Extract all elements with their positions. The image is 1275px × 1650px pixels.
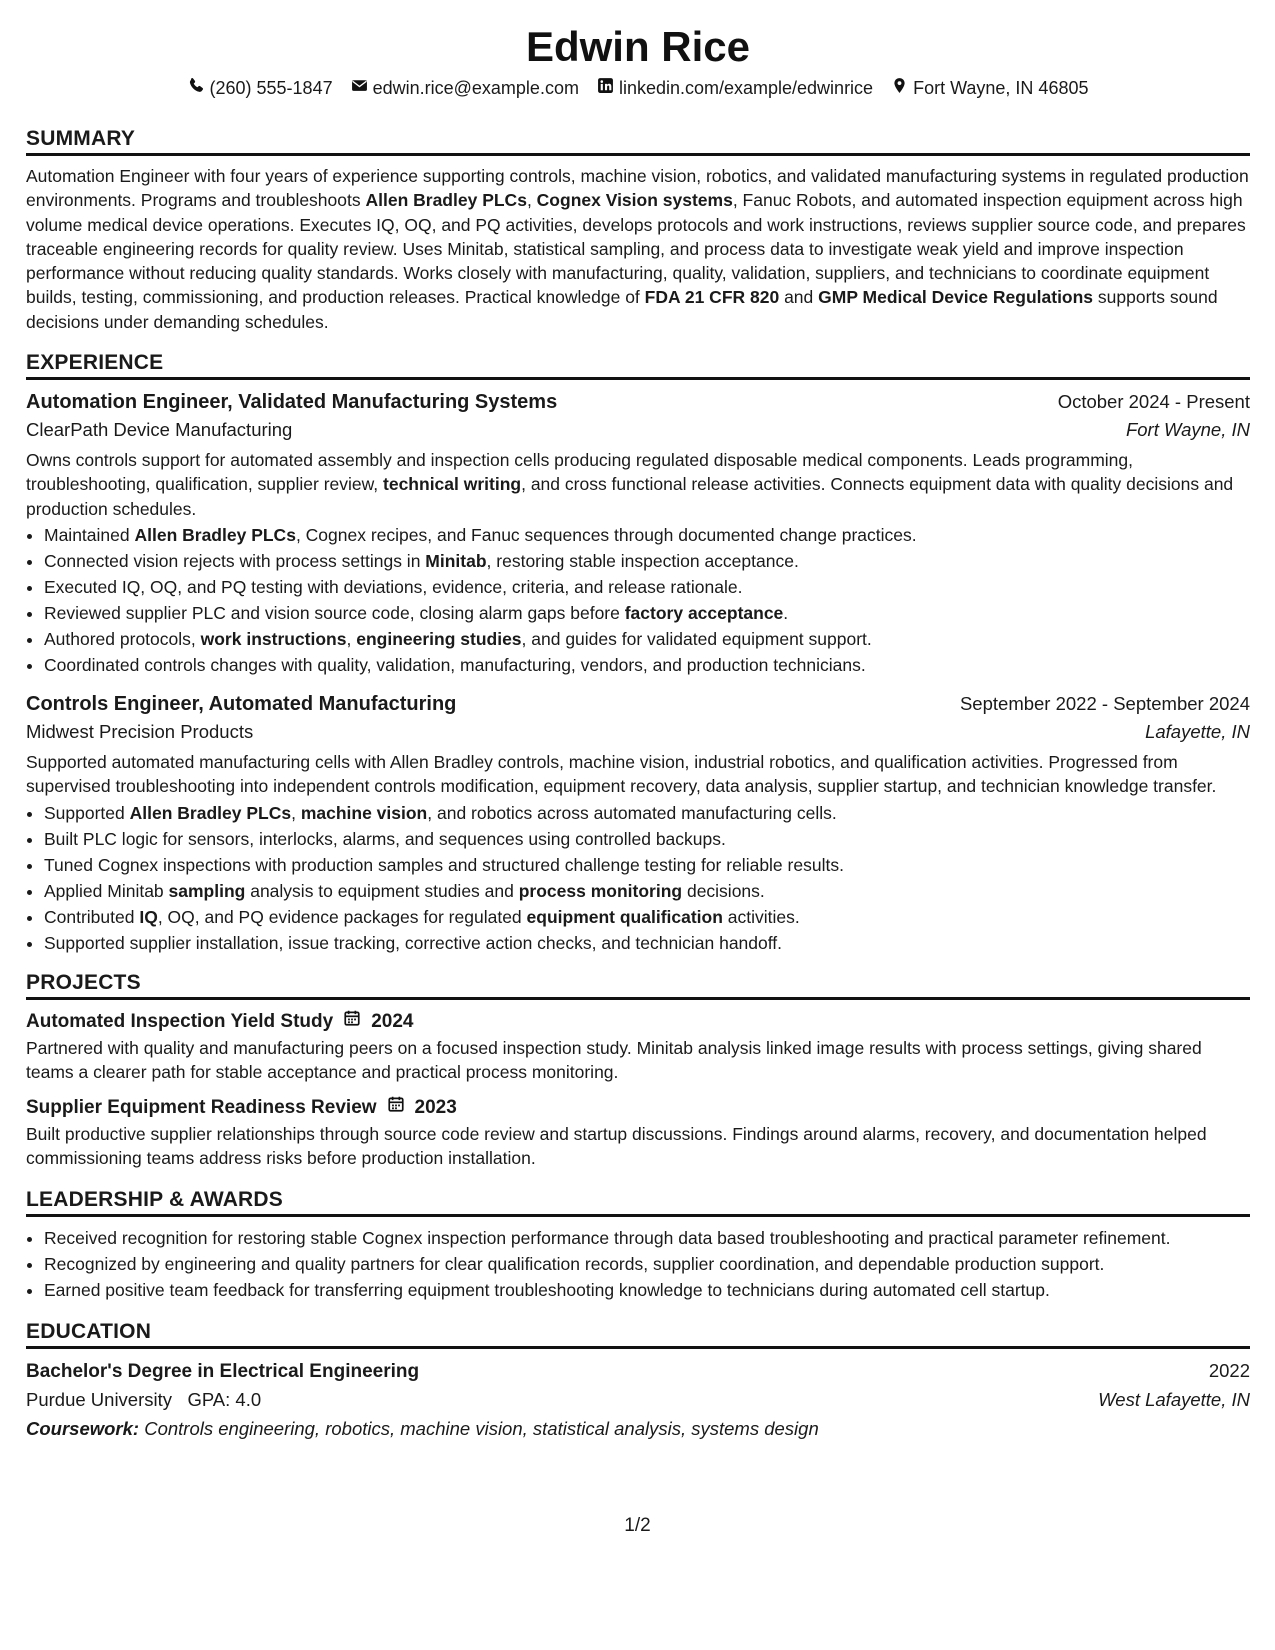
list-item: [44, 930, 1250, 956]
bold-text: Allen Bradley PLCs: [134, 524, 296, 545]
bold-text: process monitoring: [518, 880, 683, 901]
list-item: • Earned positive team feedback for transferring equipment troubleshooting knowledge to technicians during automated cell startup.: [44, 1277, 1250, 1303]
candidate-name: Edwin Rice: [525, 23, 751, 70]
bold-text: engineering studies: [356, 628, 522, 649]
summary-text: [26, 164, 1250, 334]
page-number: 1/2: [624, 1515, 651, 1536]
job-location: Lafayette, IN: [1145, 720, 1250, 742]
linkedin-link[interactable]: linkedin.com/example/edwinrice: [618, 78, 874, 98]
text-run: , and guides for validated equipment support.: [521, 628, 872, 649]
text-run: , and robotics across automated manufacturing cells.: [427, 802, 837, 823]
text-run: Supported supplier installation, issue tracking, corrective action checks, and technician handoff.: [44, 932, 783, 953]
text-run: , Cognex recipes, and Fanuc sequences through documented change practices.: [295, 524, 917, 545]
section-title-summary: SUMMARY: [26, 126, 1250, 156]
job-dates: October 2024 - Present: [1057, 391, 1250, 413]
list-item: • Received recognition for restoring stable Cognex inspection performance through data based troubleshooting and practical parameter refinement.: [44, 1225, 1250, 1251]
list-item: [44, 652, 1250, 678]
project-name: Automated Inspection Yield Study: [26, 1010, 334, 1032]
section-title-experience: EXPERIENCE: [26, 350, 1250, 380]
text-run: supports sound decisions under demanding schedules.: [26, 287, 1218, 332]
list-item: [44, 548, 1250, 574]
list-item: [44, 826, 1250, 852]
job-bullets: [26, 800, 1250, 956]
section-title-projects: PROJECTS: [26, 970, 1250, 1000]
text-run: , Fanuc Robots, and automated inspection equipment across high volume medical device operations. Executes IQ, OQ, and PQ activities, develops protocols and work instructions, reviews supplier source code, and prepares traceable engineering records for quality review. Uses Minitab, statistical sampling, and process data to investigate weak yield and improve inspection performance without reducing quality standards. Works closely with manufacturing, quality, validation, suppliers, and technicians to coordinate equipment builds, testing, commissioning, and production releases. Practical knowledge of: [26, 190, 1246, 308]
bold-text: sampling: [168, 880, 246, 901]
phone-icon: [188, 76, 205, 100]
text-run: Contributed: [44, 906, 140, 927]
contact-bar: [26, 76, 1250, 100]
text-run: analysis to equipment studies and: [245, 880, 519, 901]
list-item: [44, 904, 1250, 930]
project-description: Partnered with quality and manufacturing peers on a focused inspection study. Minitab analysis linked image results with process settings, giving shared teams a clearer path for stable acceptance and practical process monitoring.: [26, 1037, 1202, 1082]
job-description: [26, 448, 1250, 521]
bold-text: IQ: [139, 906, 158, 927]
text-run: activities.: [722, 906, 800, 927]
text-run: Executed IQ, OQ, and PQ testing with deviations, evidence, criteria, and release rationale.: [44, 576, 743, 597]
list-item: [44, 878, 1250, 904]
section-title-leadership: LEADERSHIP & AWARDS: [26, 1187, 1250, 1217]
calendar-icon: [343, 1008, 361, 1036]
degree: Bachelor's Degree in Electrical Engineering: [26, 1360, 420, 1382]
list-item: [44, 522, 1250, 548]
project-entry: [26, 1094, 1250, 1171]
text-run: , OQ, and PQ evidence packages for regulated: [157, 906, 527, 927]
phone-text: (260) 555-1847: [209, 78, 333, 98]
location-text: Fort Wayne, IN 46805: [913, 78, 1089, 98]
experience-entry: [26, 388, 1250, 678]
resume-page: [26, 22, 1250, 1444]
job-title: Automation Engineer, Validated Manufacturing Systems: [26, 391, 558, 414]
bold-text: equipment qualification: [526, 906, 723, 927]
school-location: West Lafayette, IN: [1098, 1388, 1250, 1410]
list-item: [44, 626, 1250, 652]
project-year: 2023: [414, 1097, 457, 1119]
experience-entry: [26, 690, 1250, 956]
coursework-text: Controls engineering, robotics, machine vision, statistical analysis, systems design: [144, 1417, 819, 1439]
project-year: 2024: [371, 1010, 414, 1032]
job-location: Fort Wayne, IN: [1125, 419, 1250, 441]
list-item: [44, 574, 1250, 600]
text-run: Coordinated controls changes with quality, validation, manufacturing, vendors, and production technicians.: [44, 654, 866, 675]
bold-text: GMP Medical Device Regulations: [818, 287, 1094, 308]
school-line: [26, 1386, 261, 1414]
list-item: [44, 800, 1250, 826]
bold-text: machine vision: [300, 802, 428, 823]
project-entry: [26, 1008, 1250, 1085]
text-run: .: [783, 602, 789, 623]
text-run: Reviewed supplier PLC and vision source code, closing alarm gaps before: [44, 602, 625, 623]
project-description: Built productive supplier relationships through source code review and startup discussions. Findings around alarms, recovery, and documentation helped commissioning teams address risks before production installation.: [26, 1124, 1207, 1169]
text-run: ,: [346, 628, 357, 649]
linkedin-icon: [597, 76, 614, 100]
bold-text: work instructions: [200, 628, 347, 649]
email-link[interactable]: edwin.rice@example.com: [372, 78, 579, 98]
contact-email[interactable]: [351, 76, 579, 100]
list-item: [44, 852, 1250, 878]
text-run: decisions.: [682, 880, 765, 901]
text-run: and: [779, 287, 819, 308]
contact-phone: [188, 76, 333, 100]
bold-text: Allen Bradley PLCs: [129, 802, 292, 823]
bold-text: factory acceptance: [624, 602, 784, 623]
text-run: ,: [291, 802, 301, 823]
text-run: Supported: [44, 802, 130, 823]
graduation-year: 2022: [1208, 1359, 1250, 1381]
text-run: Owns controls support for automated assembly and inspection cells producing regulated disposable medical components. Leads programming, troubleshooting, qualification, supplier review,: [26, 450, 1133, 495]
calendar-icon: [387, 1094, 405, 1122]
text-run: Maintained: [44, 524, 135, 545]
bold-text: FDA 21 CFR 820: [644, 287, 780, 308]
job-dates: September 2022 - September 2024: [959, 692, 1250, 714]
text-run: Built PLC logic for sensors, interlocks, alarms, and sequences using controlled backups.: [44, 828, 726, 849]
contact-linkedin[interactable]: [597, 76, 873, 100]
job-bullets: [26, 522, 1250, 678]
bold-text: Minitab: [425, 550, 487, 571]
list-item: [44, 600, 1250, 626]
text-run: Supported automated manufacturing cells with Allen Bradley controls, machine vision, industrial robotics, and qualification activities. Progressed from supervised troubleshooting into independent controls modification, equipment recovery, data analysis, supplier startup, and technician knowledge transfer.: [26, 751, 1217, 797]
job-description: [26, 750, 1250, 799]
coursework-line: [26, 1414, 1250, 1444]
list-item: • Recognized by engineering and quality partners for clear qualification records, supplier coordination, and dependable production support.: [44, 1251, 1250, 1277]
bold-text: technical writing: [383, 474, 522, 495]
contact-location: [891, 76, 1088, 100]
text-run: ,: [526, 190, 537, 211]
text-run: , restoring stable inspection acceptance.: [486, 550, 799, 571]
coursework-label: Coursework:: [26, 1417, 140, 1439]
school-name: Purdue University: [26, 1388, 173, 1410]
bold-text: Cognex Vision systems: [536, 190, 733, 211]
gpa: GPA: 4.0: [187, 1388, 262, 1410]
envelope-icon: [351, 76, 368, 100]
text-run: Tuned Cognex inspections with production samples and structured challenge testing for reliable results.: [44, 854, 844, 875]
job-title: Controls Engineer, Automated Manufacturing: [26, 692, 457, 715]
project-name: Supplier Equipment Readiness Review: [26, 1097, 377, 1119]
section-title-education: EDUCATION: [26, 1319, 1250, 1349]
map-pin-icon: [891, 76, 908, 100]
text-run: Applied Minitab: [44, 880, 169, 901]
bold-text: Allen Bradley PLCs: [365, 190, 527, 211]
text-run: Authored protocols,: [44, 628, 201, 649]
text-run: Automation Engineer with four years of experience supporting controls, machine vision, robotics, and validated manufacturing systems in regulated production environments. Programs and troubleshoots: [26, 166, 1249, 211]
leadership-list: [26, 1225, 1250, 1303]
job-company: Midwest Precision Products: [26, 720, 254, 742]
text-run: Connected vision rejects with process settings in: [44, 550, 426, 571]
text-run: , and cross functional release activities. Connects equipment data with quality decisions and production schedules.: [26, 474, 1234, 519]
job-company: ClearPath Device Manufacturing: [26, 419, 293, 441]
